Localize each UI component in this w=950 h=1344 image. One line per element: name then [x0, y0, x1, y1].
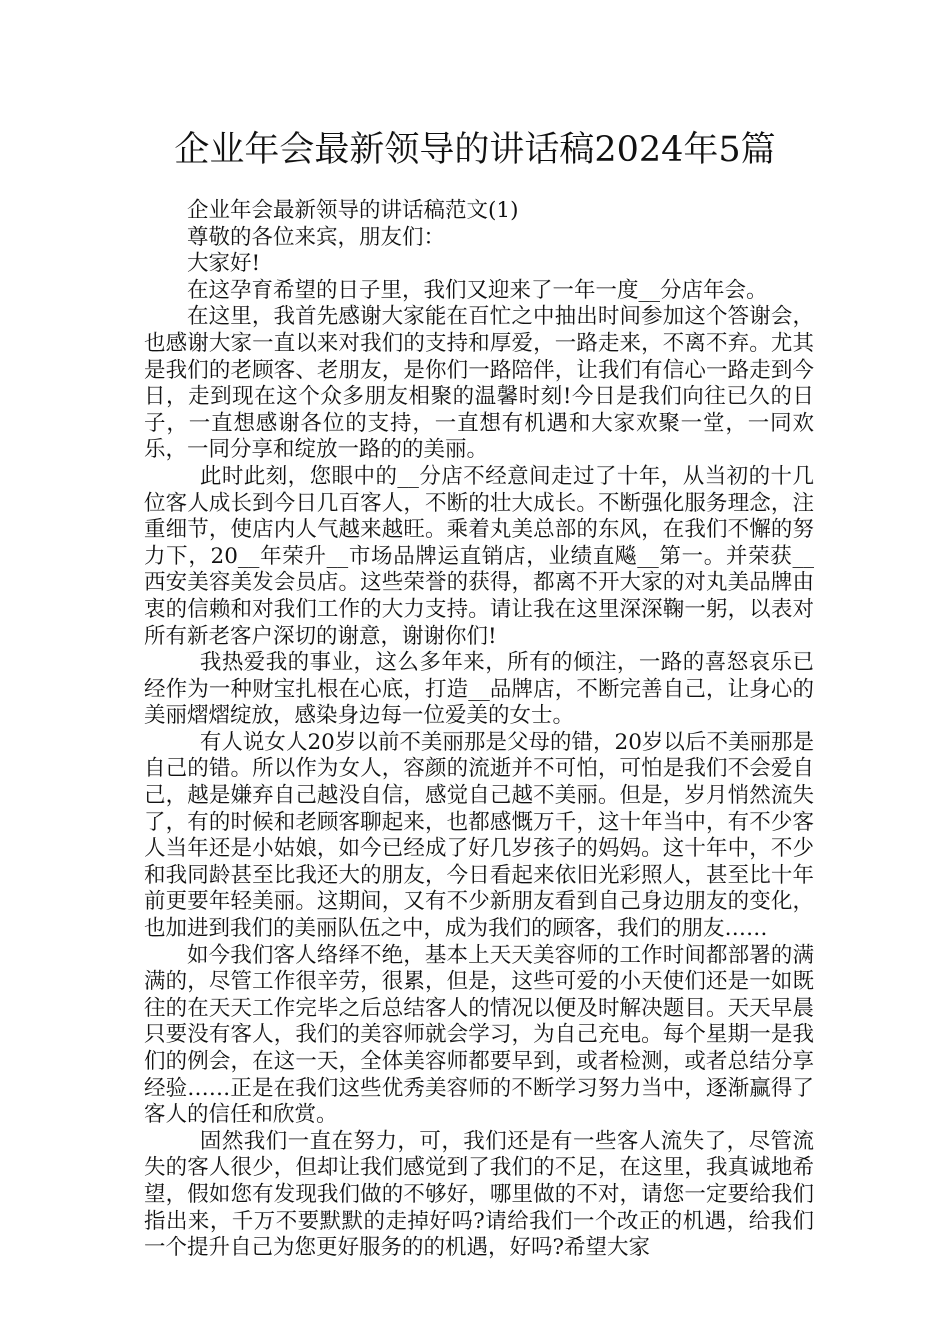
salutation-paragraph: 尊敬的各位来宾，朋友们：: [187, 224, 446, 250]
body-paragraph: 此时此刻，您眼中的__分店不经意间走过了十年，从当初的十几位客人成长到今日几百客人，不断的壮大成长。不断强化服务理念，注重细节，使店内人气越来越旺。乘着丸美总部的东风，在我们不懈的努力下，20__年荣升__市场品牌运直销店，业绩直飚__第一。并荣获__西安美容美发会员店。这些荣誉的获得，都离不开大家的对丸美品牌由衷的信赖和对我们工作的大力支持。请让我在这里深深鞠一躬，以表对所有新老客户深切的谢意，谢谢你们!: [144, 463, 814, 649]
document-title: 企业年会最新领导的讲话稿2024年5篇: [174, 130, 776, 170]
greeting-paragraph: 大家好!: [187, 251, 261, 277]
body-paragraph: 如今我们客人络绎不绝，基本上天天美容师的工作时间都部署的满满的，尽管工作很辛劳，很累，但是，这些可爱的小天使们还是一如既往的在天天工作完毕之后总结客人的情况以便及时解决题目。天天早晨只要没有客人，我们的美容师就会学习，为自己充电。每个星期一是我们的例会，在这一天，全体美容师都要早到，或者检测，或者总结分享经验……正是在我们这些优秀美容师的不断学习努力当中，逐渐赢得了客人的信任和欣赏。: [144, 942, 814, 1128]
body-paragraph: 在这里，我首先感谢大家能在百忙之中抽出时间参加这个答谢会，也感谢大家一直以来对我们的支持和厚爱，一路走来，不离不弃。尤其是我们的老顾客、老朋友，是你们一路陪伴，让我们有信心一路走到今日，走到现在这个众多朋友相聚的温馨时刻!今日是我们向往已久的日子，一直想感谢各位的支持，一直想有机遇和大家欢聚一堂，一同欢乐，一同分享和绽放一路的的美丽。: [144, 304, 814, 463]
document-body: [144, 198, 814, 1262]
body-paragraph: 我热爱我的事业，这么多年来，所有的倾注，一路的喜怒哀乐已经作为一种财宝扎根在心底，打造__品牌店，不断完善自己，让身心的美丽熠熠绽放，感染身边每一位爱美的女士。: [144, 650, 814, 729]
body-paragraph: 固然我们一直在努力，可，我们还是有一些客人流失了，尽管流失的客人很少，但却让我们感觉到了我们的不足，在这里，我真诚地希望，假如您有发现我们做的不够好，哪里做的不对，请您一定要给我们指出来，千万不要默默的走掉好吗?请给我们一个改正的机遇，给我们一个提升自己为您更好服务的的机遇，好吗?希望大家: [144, 1128, 814, 1261]
body-paragraph: 在这孕育希望的日子里，我们又迎来了一年一度__分店年会。: [187, 277, 768, 303]
body-paragraph: 有人说女人20岁以前不美丽那是父母的错，20岁以后不美丽那是自己的错。所以作为女人，容颜的流逝并不可怕，可怕是我们不会爱自己，越是嫌弃自己越没自信，感觉自己越不美丽。但是，岁月悄然流失了，有的时候和老顾客聊起来，也都感慨万千，这十年当中，有不少客人当年还是小姑娘，如今已经成了好几岁孩子的妈妈。这十年中，不少和我同龄甚至比我还大的朋友，今日看起来依旧光彩照人，甚至比十年前更要年轻美丽。这期间，又有不少新朋友看到自己身边朋友的变化，也加进到我们的美丽队伍之中，成为我们的顾客，我们的朋友……: [144, 729, 814, 942]
subtitle-paragraph: 企业年会最新领导的讲话稿范文(1): [187, 198, 519, 223]
